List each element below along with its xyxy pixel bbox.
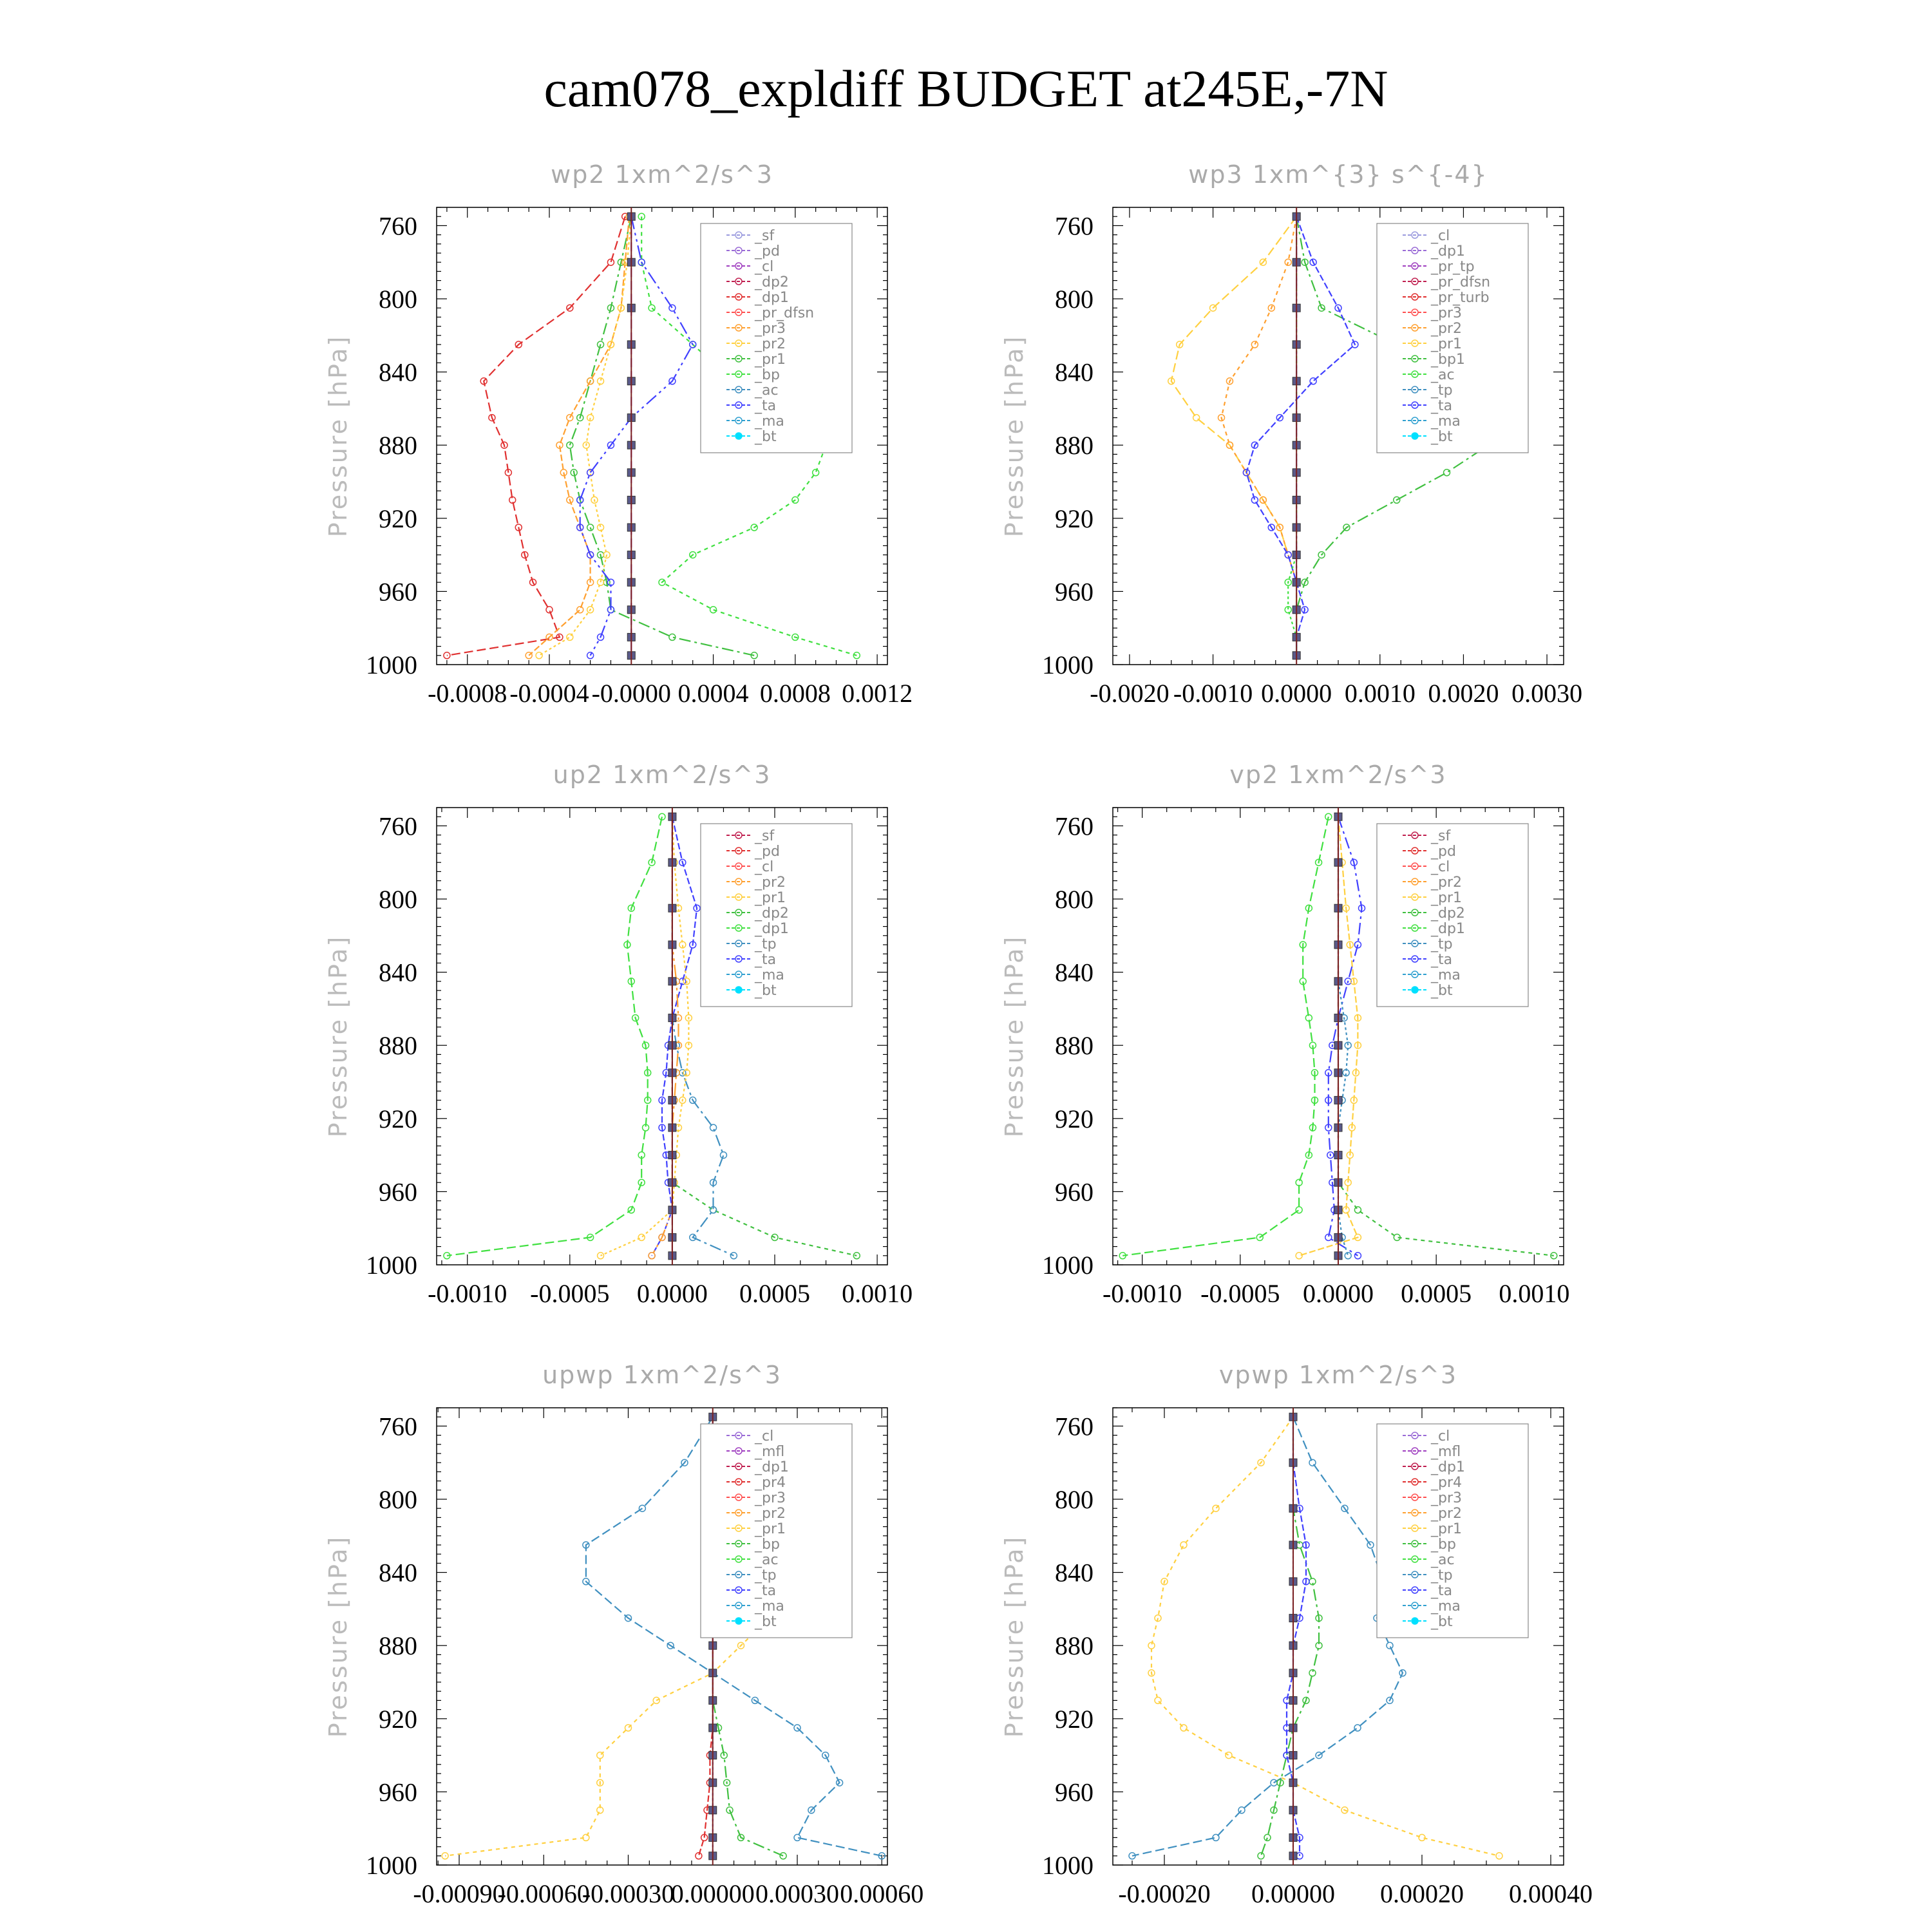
- legend-label: _pd: [1431, 844, 1456, 860]
- y-tick-label: 840: [1055, 958, 1094, 987]
- y-axis-label: Pressure [hPa]: [1000, 334, 1028, 538]
- panel-title: wp3 1xm^{3} s^{-4}: [1188, 160, 1488, 189]
- legend-marker: [735, 1618, 742, 1624]
- y-tick-label: 880: [379, 1031, 417, 1061]
- legend-label: _ac: [755, 383, 779, 399]
- series-line-ta: [1287, 1417, 1306, 1856]
- chart-panel-2: [1000, 160, 1582, 708]
- series-line-ta: [1329, 817, 1362, 1256]
- legend-label: _pr2: [755, 1506, 786, 1522]
- y-tick-label: 800: [379, 885, 417, 914]
- legend-label: _dp2: [755, 274, 789, 290]
- legend-label: _cl: [1431, 1428, 1450, 1444]
- y-tick-label: 760: [1055, 811, 1094, 841]
- legend-label: _mfl: [1431, 1444, 1461, 1460]
- legend-label: _bp: [755, 367, 780, 383]
- data-point: [625, 1725, 632, 1731]
- data-point: [536, 652, 542, 659]
- y-tick-label: 960: [379, 577, 417, 607]
- legend-label: _ta: [1431, 952, 1453, 968]
- y-tick-label: 760: [1055, 1412, 1094, 1441]
- x-tick-label: -0.0000: [591, 679, 671, 708]
- legend-label: _ta: [1431, 1583, 1453, 1599]
- chart-panel-3: [324, 761, 913, 1308]
- legend-marker: [735, 987, 742, 993]
- y-tick-label: 920: [1055, 1104, 1094, 1133]
- data-point: [1180, 1725, 1187, 1731]
- legend-marker: [735, 433, 742, 439]
- data-point: [669, 305, 676, 311]
- y-tick-label: 880: [1055, 1631, 1094, 1661]
- legend-label: _pr1: [755, 352, 786, 368]
- data-point: [1193, 415, 1200, 421]
- legend-label: _bt: [755, 983, 777, 999]
- series-line-dp1: [1122, 817, 1329, 1256]
- series-line-pr2: [1222, 216, 1297, 656]
- y-tick-label: 920: [379, 1704, 417, 1734]
- x-tick-label: 0.0010: [1344, 679, 1416, 708]
- legend-label: _pr1: [755, 1521, 786, 1537]
- legend-label: _ac: [1431, 1552, 1455, 1568]
- y-tick-label: 1000: [366, 1251, 417, 1280]
- chart-panel-5: [324, 1361, 923, 1908]
- legend-label: _sf: [755, 828, 775, 844]
- y-axis-label: Pressure [hPa]: [324, 934, 352, 1138]
- panel-title: up2 1xm^2/s^3: [553, 761, 772, 789]
- legend-label: _pr4: [1431, 1475, 1463, 1491]
- legend-label: _bt: [1431, 983, 1453, 999]
- chart-panel-6: [1000, 1361, 1593, 1908]
- x-tick-label: 0.00040: [1509, 1879, 1593, 1908]
- data-point: [1238, 1807, 1245, 1814]
- legend-label: _ac: [1431, 367, 1455, 383]
- data-point: [1180, 1542, 1187, 1548]
- y-axis-label: Pressure [hPa]: [324, 1535, 352, 1738]
- x-tick-label: 0.0010: [1499, 1279, 1570, 1308]
- y-tick-label: 840: [1055, 357, 1094, 387]
- legend-label: _mfl: [755, 1444, 785, 1460]
- x-tick-label: -0.0020: [1090, 679, 1170, 708]
- x-tick-label: -0.0010: [1102, 1279, 1182, 1308]
- series-line-dp1: [447, 216, 625, 656]
- data-point: [1258, 1853, 1264, 1859]
- legend-label: _dp1: [755, 1459, 789, 1475]
- y-tick-label: 800: [379, 285, 417, 314]
- y-tick-label: 760: [379, 211, 417, 241]
- legend-label: _sf: [755, 228, 775, 244]
- legend-label: _pr_dfsn: [755, 305, 815, 321]
- x-tick-label: -0.00020: [1118, 1879, 1211, 1908]
- legend-label: _sf: [1431, 828, 1451, 844]
- legend-label: _bt: [755, 429, 777, 445]
- data-point: [1155, 1697, 1161, 1703]
- x-tick-label: 0.0005: [739, 1279, 810, 1308]
- legend-label: _pr2: [1431, 1506, 1463, 1522]
- x-tick-label: 0.00000: [670, 1879, 755, 1908]
- series-line-ta: [1246, 216, 1354, 656]
- legend-label: _bt: [1431, 429, 1453, 445]
- x-tick-label: 0.0020: [1428, 679, 1499, 708]
- y-tick-label: 760: [379, 811, 417, 841]
- x-tick-label: -0.0010: [1173, 679, 1253, 708]
- chart-panels: [324, 160, 1593, 1908]
- legend-label: _dp2: [755, 905, 789, 922]
- x-tick-label: -0.0004: [509, 679, 589, 708]
- x-tick-label: 0.0008: [759, 679, 831, 708]
- x-tick-label: -0.0005: [1200, 1279, 1280, 1308]
- data-point: [1251, 341, 1258, 348]
- legend-label: _ac: [755, 1552, 779, 1568]
- legend-marker: [1412, 987, 1418, 993]
- y-tick-label: 1000: [366, 650, 417, 679]
- legend-label: _ma: [1431, 413, 1461, 430]
- y-axis-label: Pressure [hPa]: [324, 334, 352, 538]
- legend-label: _bt: [755, 1614, 777, 1630]
- series-line-dp1: [447, 817, 662, 1256]
- y-axis-label: Pressure [hPa]: [1000, 1535, 1028, 1738]
- data-point: [638, 1234, 645, 1240]
- y-tick-label: 800: [1055, 285, 1094, 314]
- x-tick-label: 0.0030: [1511, 679, 1583, 708]
- x-tick-label: 0.00030: [755, 1879, 839, 1908]
- legend-label: _pr1: [755, 890, 786, 906]
- y-axis-label: Pressure [hPa]: [1000, 934, 1028, 1138]
- legend-label: _pr4: [755, 1475, 786, 1491]
- legend-label: _cl: [1431, 228, 1450, 244]
- legend-label: _pr1: [1431, 1521, 1463, 1537]
- x-tick-label: 0.0005: [1401, 1279, 1472, 1308]
- data-point: [710, 1124, 717, 1131]
- x-tick-label: 0.00020: [1380, 1879, 1464, 1908]
- data-point: [1264, 1834, 1271, 1841]
- data-point: [1309, 1459, 1316, 1466]
- legend-label: _cl: [755, 859, 774, 875]
- y-tick-label: 880: [379, 1631, 417, 1661]
- x-tick-label: 0.0000: [1261, 679, 1332, 708]
- y-tick-label: 760: [1055, 211, 1094, 241]
- y-tick-label: 800: [1055, 885, 1094, 914]
- y-tick-label: 760: [379, 1412, 417, 1441]
- legend-label: _cl: [755, 259, 774, 275]
- data-point: [1354, 1725, 1361, 1731]
- data-point: [567, 634, 573, 640]
- y-tick-label: 840: [379, 357, 417, 387]
- y-tick-label: 1000: [1042, 1251, 1094, 1280]
- legend-label: _tp: [1431, 383, 1453, 399]
- panel-title: vpwp 1xm^2/s^3: [1218, 1361, 1458, 1389]
- data-point: [546, 607, 553, 613]
- x-tick-label: 0.00000: [1251, 1879, 1335, 1908]
- y-tick-label: 960: [1055, 1777, 1094, 1807]
- data-point: [1387, 1642, 1393, 1649]
- legend-label: _pr_tp: [1431, 259, 1475, 275]
- x-tick-label: -0.0010: [428, 1279, 507, 1308]
- legend-label: _tp: [1431, 936, 1453, 952]
- data-point: [1354, 1253, 1361, 1259]
- data-point: [1226, 1752, 1232, 1759]
- legend-label: _pr1: [1431, 890, 1463, 906]
- x-tick-label: -0.0005: [530, 1279, 610, 1308]
- y-tick-label: 1000: [1042, 1851, 1094, 1880]
- y-tick-label: 960: [1055, 577, 1094, 607]
- x-tick-label: -0.00060: [497, 1879, 590, 1908]
- legend-label: _ma: [755, 413, 784, 430]
- legend-label: _pr3: [1431, 305, 1463, 321]
- legend-marker: [1412, 1618, 1418, 1624]
- data-point: [1296, 1179, 1302, 1186]
- legend-label: _pr2: [755, 875, 786, 891]
- series-line-pr2: [539, 216, 631, 656]
- legend-label: _pd: [755, 844, 780, 860]
- legend-label: _pr2: [755, 336, 786, 352]
- series-line-pr1: [1299, 817, 1358, 1256]
- x-tick-label: 0.0012: [842, 679, 913, 708]
- series-line-ac: [1288, 216, 1296, 656]
- data-point: [1354, 1207, 1361, 1213]
- legend-label: _ta: [1431, 398, 1453, 414]
- x-tick-label: -0.0008: [428, 679, 507, 708]
- legend-label: _bp: [1431, 1537, 1456, 1553]
- x-tick-label: -0.00090: [413, 1879, 506, 1908]
- legend-label: _ma: [1431, 967, 1461, 983]
- legend-label: _dp2: [1431, 905, 1465, 922]
- legend-label: _tp: [755, 1567, 777, 1584]
- legend-label: _tp: [755, 936, 777, 952]
- legend-label: _pr1: [1431, 336, 1463, 352]
- y-tick-label: 840: [379, 1558, 417, 1587]
- legend-label: _cl: [1431, 859, 1450, 875]
- legend-label: _pr3: [1431, 1490, 1463, 1506]
- chart-panel-4: [1000, 761, 1569, 1308]
- x-tick-label: 0.0004: [677, 679, 749, 708]
- legend-label: _pr2: [1431, 321, 1463, 337]
- data-point: [780, 1853, 786, 1859]
- x-tick-label: 0.0000: [1303, 1279, 1374, 1308]
- legend-label: _pr3: [755, 1490, 786, 1506]
- y-tick-label: 920: [1055, 504, 1094, 533]
- legend-label: _cl: [755, 1428, 774, 1444]
- legend-label: _ta: [755, 952, 777, 968]
- series-line-bp: [1261, 1417, 1319, 1856]
- x-tick-label: 0.00060: [840, 1879, 924, 1908]
- y-tick-label: 920: [1055, 1704, 1094, 1734]
- data-point: [720, 1152, 726, 1159]
- x-tick-label: 0.0000: [636, 1279, 708, 1308]
- legend-label: _bp: [755, 1537, 780, 1553]
- data-point: [813, 469, 819, 476]
- y-tick-label: 1000: [1042, 650, 1094, 679]
- data-point: [597, 1752, 603, 1759]
- legend-label: _dp1: [1431, 243, 1465, 260]
- legend-label: _bt: [1431, 1614, 1453, 1630]
- panel-title: upwp 1xm^2/s^3: [542, 1361, 782, 1389]
- x-tick-label: -0.00030: [582, 1879, 675, 1908]
- legend-label: _ma: [1431, 1598, 1461, 1615]
- legend-label: _pr3: [755, 321, 786, 337]
- legend-label: _pr2: [1431, 875, 1463, 891]
- y-tick-label: 880: [1055, 1031, 1094, 1061]
- y-tick-label: 920: [379, 1104, 417, 1133]
- legend-label: _bp1: [1431, 352, 1465, 368]
- series-line-pr1: [1171, 216, 1297, 656]
- legend-label: _ma: [755, 967, 784, 983]
- y-tick-label: 880: [1055, 431, 1094, 460]
- legend-label: _tp: [1431, 1567, 1453, 1584]
- data-point: [649, 305, 655, 311]
- data-point: [1310, 378, 1316, 384]
- y-tick-label: 880: [379, 431, 417, 460]
- panel-title: wp2 1xm^2/s^3: [551, 160, 773, 189]
- legend-label: _dp1: [755, 921, 789, 937]
- data-point: [649, 1253, 655, 1259]
- data-point: [526, 652, 532, 659]
- data-point: [710, 607, 717, 613]
- x-tick-label: 0.0010: [842, 1279, 913, 1308]
- y-tick-label: 960: [379, 1777, 417, 1807]
- legend-marker: [1412, 433, 1418, 439]
- panel-title: vp2 1xm^2/s^3: [1229, 761, 1447, 789]
- y-tick-label: 920: [379, 504, 417, 533]
- data-point: [577, 607, 583, 613]
- legend-label: _dp1: [755, 290, 789, 306]
- legend-label: _pd: [755, 243, 780, 260]
- y-tick-label: 800: [379, 1485, 417, 1514]
- y-tick-label: 960: [1055, 1177, 1094, 1207]
- y-tick-label: 840: [1055, 1558, 1094, 1587]
- y-tick-label: 840: [379, 958, 417, 987]
- series-line-pr3: [529, 216, 629, 656]
- legend-label: _ma: [755, 1598, 784, 1615]
- legend-label: _dp1: [1431, 921, 1465, 937]
- data-point: [1213, 1505, 1219, 1511]
- legend-label: _ta: [755, 1583, 777, 1599]
- data-point: [1296, 1207, 1302, 1213]
- y-tick-label: 800: [1055, 1485, 1094, 1514]
- y-tick-label: 1000: [366, 1851, 417, 1880]
- legend-label: _pr_turb: [1431, 290, 1490, 306]
- y-tick-label: 960: [379, 1177, 417, 1207]
- page-title: cam078_expldiff BUDGET at245E,-7N: [544, 59, 1388, 118]
- legend-label: _ta: [755, 398, 777, 414]
- data-point: [1444, 469, 1450, 476]
- legend-label: _dp1: [1431, 1459, 1465, 1475]
- legend-label: _pr_dfsn: [1431, 274, 1491, 290]
- series-line-tp: [1132, 1417, 1403, 1856]
- chart-panel-1: [324, 160, 913, 708]
